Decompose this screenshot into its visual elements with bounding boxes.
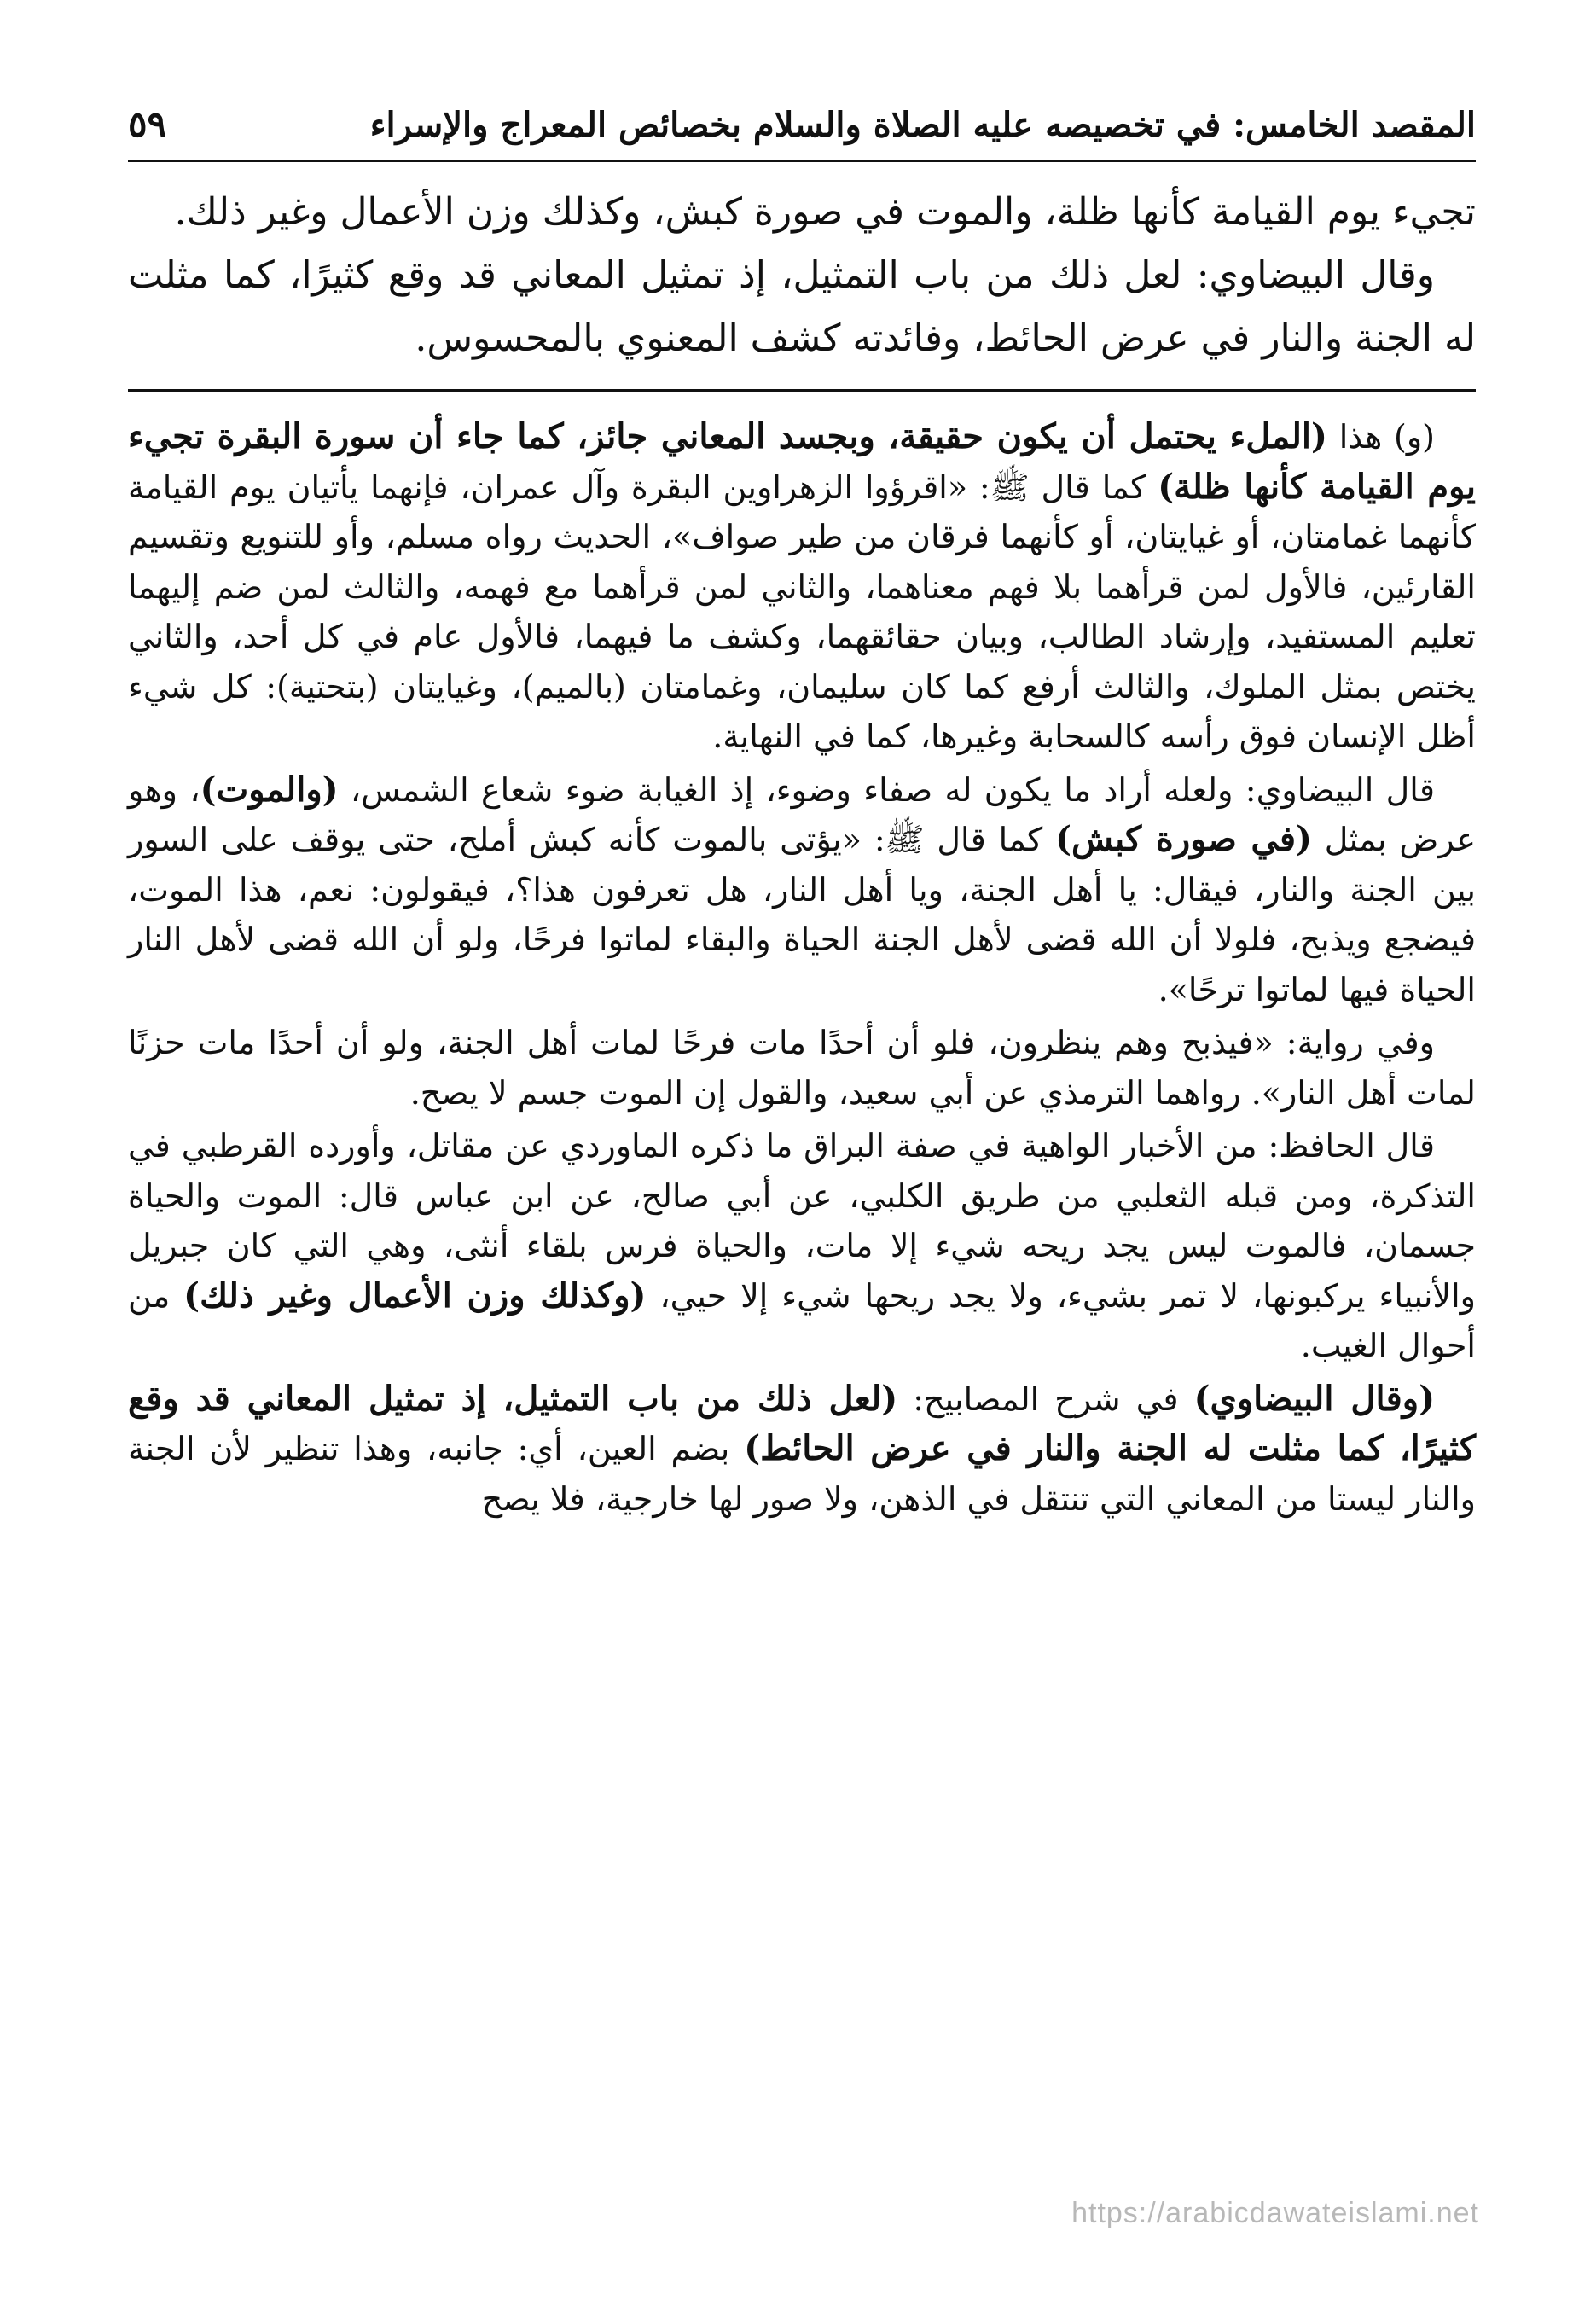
quoted-matn: (وقال البيضاوي) <box>1193 1378 1436 1419</box>
commentary-text: (و) هذا <box>1326 418 1436 456</box>
commentary-paragraph-4 <box>128 1121 1476 1371</box>
site-watermark: https://arabicdawateislami.net <box>1071 2197 1479 2229</box>
quoted-matn: (في صورة كبش) <box>1055 819 1312 859</box>
commentary-text: كما قال ﷺ: «اقرؤوا الزهراوين البقرة وآل عمران، فإنهما يأتيان يوم القيامة كأنهما غمامتان، أو غيايتان، أو كأنهما فرقان من طير صواف»، الحديث رواه مسلم، وأو للتنويع وتقسيم القارئين، فالأول لمن قرأهما بلا فهم معناهما، والثاني لمن قرأهما مع فهمه، والثالث لمن ضم إليهما تعليم المستفيد، وإرشاد الطالب، وبيان حقائقهما، وكشف ما فيهما، فالأول عام في كل أحد، والثاني يختص بمثل الملوك، والثالث أرفع كما كان سليمان، وغمامتان (بالميم)، وغيايتان (بتحتية): كل شيء أظل الإنسان فوق رأسه كالسحابة وغيرها، كما في النهاية. <box>128 468 1476 755</box>
commentary-text: كما قال ﷺ: «يؤتى بالموت كأنه كبش أملح، حتى يوقف على السور بين الجنة والنار، فيقال: يا أهل الجنة، ويا أهل النار، هل تعرفون هذا؟، فيقولون: نعم، هذا الموت، فيضجع ويذبح، فلولا أن الله قضى لأهل الجنة الحياة والبقاء لماتوا فرحًا، ولو أن الله قضى لأهل النار الحياة فيها لماتوا ترحًا». <box>128 821 1476 1008</box>
running-title: المقصد الخامس: في تخصيصه عليه الصلاة والسلام بخصائص المعراج والإسراء <box>369 105 1476 145</box>
commentary-text: قال الحافظ: من الأخبار الواهية في صفة البراق ما ذكره الماوردي عن مقاتل، وأورده القرطبي في التذكرة، ومن قبله الثعلبي من طريق الكلبي، عن أبي صالح، عن ابن عباس قال: الموت والحياة جسمان، فالموت ليس يجد ريحه شيء إلا مات، والحياة فرس بلقاء أنثى، وهي التي كان جبريل والأنبياء يركبونها، لا تمر بشيء، ولا يجد ريحها شيء إلا حيي، <box>128 1127 1476 1315</box>
commentary-text: من أحوال الغيب. <box>128 1276 1476 1364</box>
section-divider <box>128 389 1476 392</box>
commentary-text: في شرح المصابيح: <box>897 1380 1194 1418</box>
quoted-matn: (لعل ذلك من باب التمثيل، إذ تمثيل المعاني قد وقع كثيرًا، كما مثلت له الجنة والنار في عرض الحائط) <box>128 1378 1477 1468</box>
commentary-text: ، وهو عرض بمثل <box>128 770 1476 858</box>
commentary-paragraph-1 <box>128 412 1476 762</box>
quoted-matn: (والموت) <box>200 769 339 810</box>
main-paragraph-2: وقال البيضاوي: لعل ذلك من باب التمثيل، إذ تمثيل المعاني قد وقع كثيرًا، كما مثلت له الجنة والنار في عرض الحائط، وفائدته كشف المعنوي بالمحسوس. <box>128 253 1476 360</box>
commentary-text: قال البيضاوي: ولعله أراد ما يكون له صفاء وضوء، إذ الغيابة ضوء شعاع الشمس، <box>338 770 1435 809</box>
quoted-matn: (الملء يحتمل أن يكون حقيقة، وبجسد المعاني جائز، كما جاء أن سورة البقرة تجيء يوم القيامة كأنها ظلة) <box>128 416 1476 507</box>
main-paragraph-1: تجيء يوم القيامة كأنها ظلة، والموت في صورة كبش، وكذلك وزن الأعمال وغير ذلك. <box>174 190 1476 234</box>
commentary-block <box>128 412 1476 1524</box>
commentary-paragraph-3: وفي رواية: «فيذبح وهم ينظرون، فلو أن أحدًا مات فرحًا لمات أهل الجنة، ولو أن أحدًا مات حزنًا لمات أهل النار». رواهما الترمذي عن أبي سعيد، والقول إن الموت جسم لا يصح. <box>128 1024 1476 1112</box>
main-text-block <box>128 181 1476 370</box>
commentary-paragraph-2 <box>128 765 1476 1015</box>
page-number: ٥٩ <box>128 103 167 145</box>
book-page <box>128 102 1476 1527</box>
running-header <box>128 102 1476 162</box>
quoted-matn: (وكذلك وزن الأعمال وغير ذلك) <box>183 1275 647 1316</box>
commentary-text: بضم العين، أي: جانبه، وهذا تنظير لأن الجنة والنار ليستا من المعاني التي تنتقل في الذهن، ولا صور لها خارجية، فلا يصح <box>128 1430 1476 1518</box>
commentary-paragraph-5 <box>128 1374 1476 1525</box>
